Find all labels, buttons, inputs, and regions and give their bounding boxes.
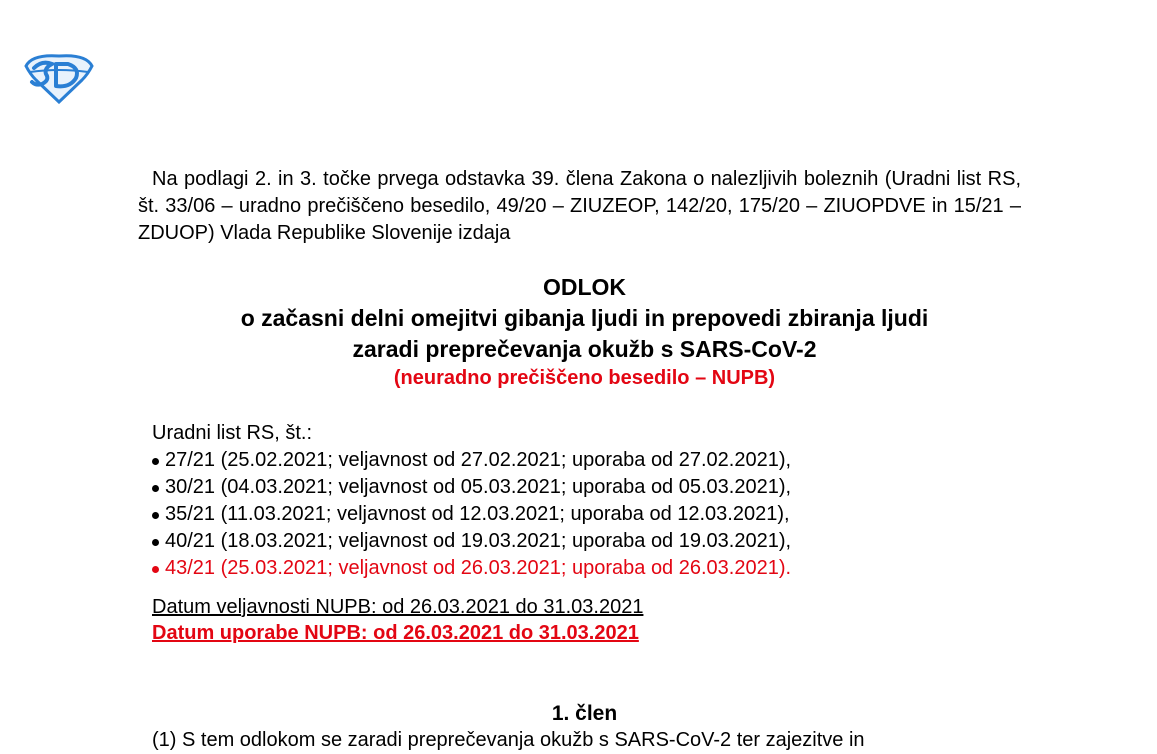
gazette-heading: Uradni list RS, št.: — [152, 422, 313, 444]
gazette-entry-text: 35/21 (11.03.2021; veljavnost od 12.03.2021; uporaba od 12.03.2021), — [165, 503, 790, 525]
bullet-icon — [152, 539, 159, 546]
preamble-paragraph: Na podlagi 2. in 3. točke prvega odstavka 39. člena Zakona o nalezljivih boleznih (Uradni list RS, št. 33/06 – uradno prečiščeno besedilo, 49/20 – ZIUZEOP, 142/20, 175/20 – ZIUOPDVE in 15/21 – ZDUOP) Vlada Republike Slovenije izdaja — [138, 168, 1021, 244]
gazette-entry-text: 43/21 (25.03.2021; veljavnost od 26.03.2021; uporaba od 26.03.2021). — [165, 557, 792, 579]
gazette-entry — [152, 447, 1012, 474]
decree-subtitle-line-1: o začasni delni omejitvi gibanja ljudi in prepovedi zbiranja ljudi — [240, 305, 929, 331]
validity-date: Datum veljavnosti NUPB: od 26.03.2021 do 31.03.2021 — [152, 596, 644, 618]
coat-of-arms-logo-icon — [22, 50, 96, 104]
bullet-icon — [152, 458, 159, 465]
decree-title-block — [138, 272, 1031, 392]
application-date: Datum uporabe NUPB: od 26.03.2021 do 31.03.2021 — [152, 622, 639, 644]
unofficial-consolidated-note: (neuradno prečiščeno besedilo – NUPB) — [393, 367, 776, 389]
nupb-dates — [152, 594, 1012, 646]
gazette-entry — [152, 474, 1012, 501]
bullet-icon — [152, 512, 159, 519]
bullet-icon — [152, 566, 159, 573]
gazette-entries — [152, 447, 1012, 582]
article-1-title: 1. člen — [551, 702, 618, 725]
gazette-entry — [152, 528, 1012, 555]
gazette-entry-latest — [152, 555, 1012, 582]
article-1-paragraph: (1) S tem odlokom se zaradi preprečevanja okužb s SARS-CoV-2 ter zajezitve in — [152, 729, 865, 751]
bullet-icon — [152, 485, 159, 492]
gazette-entry-text: 27/21 (25.02.2021; veljavnost od 27.02.2021; uporaba od 27.02.2021), — [165, 449, 792, 471]
decree-subtitle-line-2: zaradi preprečevanja okužb s SARS-CoV-2 — [352, 336, 817, 362]
gazette-entry-text: 40/21 (18.03.2021; veljavnost od 19.03.2021; uporaba od 19.03.2021), — [165, 530, 792, 552]
official-gazette-list — [152, 420, 1012, 582]
decree-title: ODLOK — [542, 274, 627, 300]
gazette-entry — [152, 501, 1012, 528]
gazette-entry-text: 30/21 (04.03.2021; veljavnost od 05.03.2021; uporaba od 05.03.2021), — [165, 476, 792, 498]
